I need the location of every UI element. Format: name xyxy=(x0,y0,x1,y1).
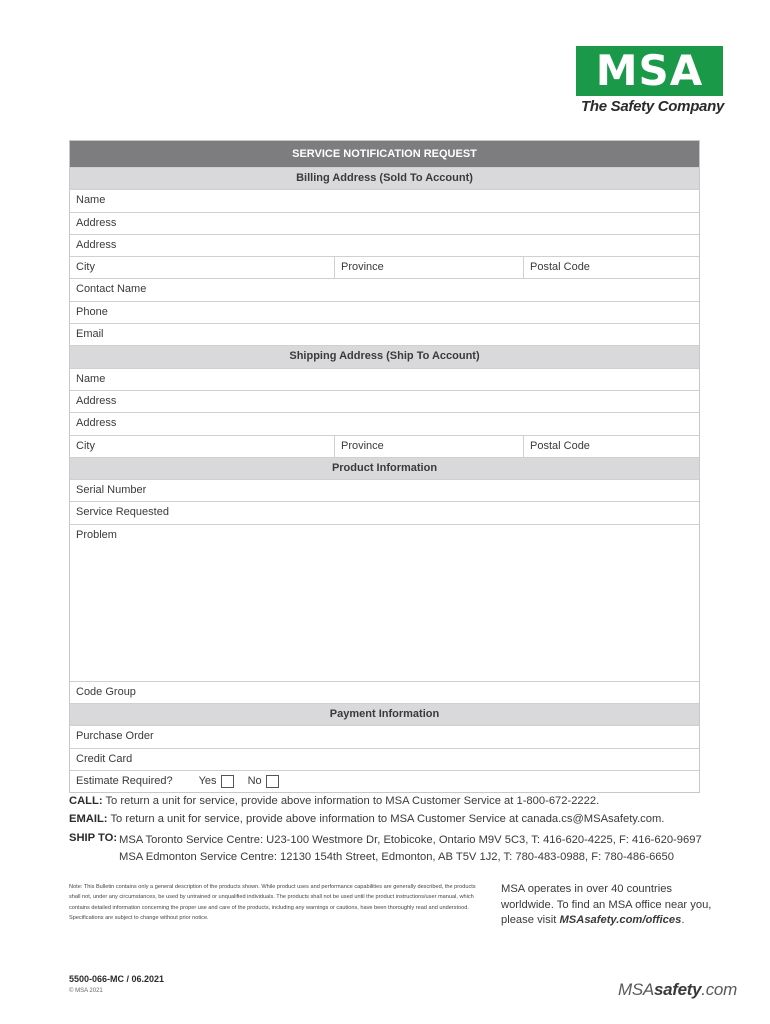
shipping-province-field[interactable]: Province xyxy=(335,436,524,457)
serial-number-field[interactable] xyxy=(70,480,699,502)
offices-link[interactable]: MSAsafety.com/offices xyxy=(559,914,682,926)
web-suffix: .com xyxy=(701,980,737,999)
field-label: Address xyxy=(76,394,117,407)
billing-name-field[interactable] xyxy=(70,190,699,212)
document-number: 5500-066-MC / 06.2021 xyxy=(69,974,165,984)
logo-tagline: The Safety Company xyxy=(581,98,724,115)
billing-province-field[interactable]: Province xyxy=(335,257,524,278)
yes-checkbox[interactable] xyxy=(221,775,234,788)
logo-mark xyxy=(576,46,723,96)
estimate-required-row xyxy=(70,771,699,792)
call-line xyxy=(69,792,709,810)
field-label: Email xyxy=(76,328,104,341)
shipping-address1-field[interactable] xyxy=(70,391,699,413)
shipping-postal-field[interactable]: Postal Code xyxy=(530,439,590,452)
shipping-city-row xyxy=(70,436,699,458)
field-label: Purchase Order xyxy=(76,730,154,743)
web-bold: safety xyxy=(653,980,702,999)
no-checkbox[interactable] xyxy=(266,775,279,788)
billing-section-header xyxy=(70,168,699,190)
purchase-order-field[interactable] xyxy=(70,726,699,748)
web-prefix: MSA xyxy=(618,980,654,999)
offices-text: MSA operates in over 40 countries worldwide. To find an MSA office near you, please visit xyxy=(501,883,712,926)
offices-end: . xyxy=(681,914,685,926)
website-link[interactable] xyxy=(618,980,737,1000)
ship-label: SHIP TO: xyxy=(69,832,118,844)
billing-header: Billing Address (Sold To Account) xyxy=(296,172,473,184)
service-request-form xyxy=(69,140,700,793)
field-label: Serial Number xyxy=(76,484,147,497)
estimate-label: Estimate Required? xyxy=(76,775,173,788)
call-label: CALL: xyxy=(69,795,103,807)
billing-address2-field[interactable] xyxy=(70,235,699,257)
msa-logo xyxy=(576,46,724,115)
ship-edmonton: MSA Edmonton Service Centre: 12130 154th Street, Edmonton, AB T5V 1J2, T: 780-483-0988, F: 780-486-6650 xyxy=(119,851,674,863)
shipping-section-header xyxy=(70,346,699,368)
field-label: Contact Name xyxy=(76,283,147,296)
copyright: © MSA 2021 xyxy=(69,988,103,994)
billing-city-field[interactable]: City xyxy=(70,257,335,278)
billing-contact-field[interactable] xyxy=(70,279,699,301)
call-text: To return a unit for service, provide above information to MSA Customer Service at 1-800-672-2222. xyxy=(105,795,600,807)
code-group-field[interactable] xyxy=(70,682,699,704)
billing-postal-field[interactable]: Postal Code xyxy=(530,261,590,274)
email-line xyxy=(69,810,709,828)
logo-text: MSA xyxy=(595,46,704,95)
field-label: Address xyxy=(76,417,117,430)
field-label: Credit Card xyxy=(76,752,133,765)
form-title-row xyxy=(70,141,699,168)
payment-section-header xyxy=(70,704,699,726)
billing-address1-field[interactable] xyxy=(70,213,699,235)
product-header: Product Information xyxy=(331,461,438,474)
contact-info xyxy=(69,792,709,866)
field-label: Service Requested xyxy=(76,506,169,519)
email-text: To return a unit for service, provide above information to MSA Customer Service at canada.cs@MSAsafety.com. xyxy=(110,813,665,825)
field-label: Name xyxy=(76,372,106,385)
billing-phone-field[interactable] xyxy=(70,302,699,324)
field-label: Name xyxy=(76,194,106,207)
yes-label: Yes xyxy=(198,775,217,788)
ship-toronto: MSA Toronto Service Centre: U23-100 Westmore Dr, Etobicoke, Ontario M9V 5C3, T: 416-620-4225, F: 416-620-9697 xyxy=(119,834,702,846)
offices-info xyxy=(501,882,721,929)
field-label: Problem xyxy=(76,528,117,541)
credit-card-field[interactable] xyxy=(70,749,699,771)
no-label: No xyxy=(247,775,262,788)
email-label: EMAIL: xyxy=(69,813,108,825)
billing-email-field[interactable] xyxy=(70,324,699,346)
shipping-address2-field[interactable] xyxy=(70,413,699,435)
disclaimer-note: Note: This Bulletin contains only a general description of the products shown. While product uses and performance capabilities are generally described, the products shall not, under any circumstances, be used by untrained or unqualified individuals. The products shall not be used until the product instructions/user manual, which contains detailed information concerning the proper use and care of the products, including any warnings or cautions, have been thoroughly read and understood. Specifications are subject to change without prior notice. xyxy=(69,884,476,922)
shipping-header: Shipping Address (Ship To Account) xyxy=(289,350,480,363)
field-label: Address xyxy=(76,238,117,251)
problem-field[interactable] xyxy=(70,525,699,682)
service-requested-field[interactable] xyxy=(70,502,699,524)
payment-header: Payment Information xyxy=(329,708,440,721)
field-label: Address xyxy=(76,216,117,229)
field-label: Phone xyxy=(76,305,108,318)
shipping-name-field[interactable] xyxy=(70,369,699,391)
shipping-city-field[interactable]: City xyxy=(70,436,335,457)
product-section-header xyxy=(70,458,699,480)
ship-to-block xyxy=(69,832,709,866)
field-label: Code Group xyxy=(76,685,136,698)
form-title: SERVICE NOTIFICATION REQUEST xyxy=(292,148,477,160)
billing-city-row xyxy=(70,257,699,279)
